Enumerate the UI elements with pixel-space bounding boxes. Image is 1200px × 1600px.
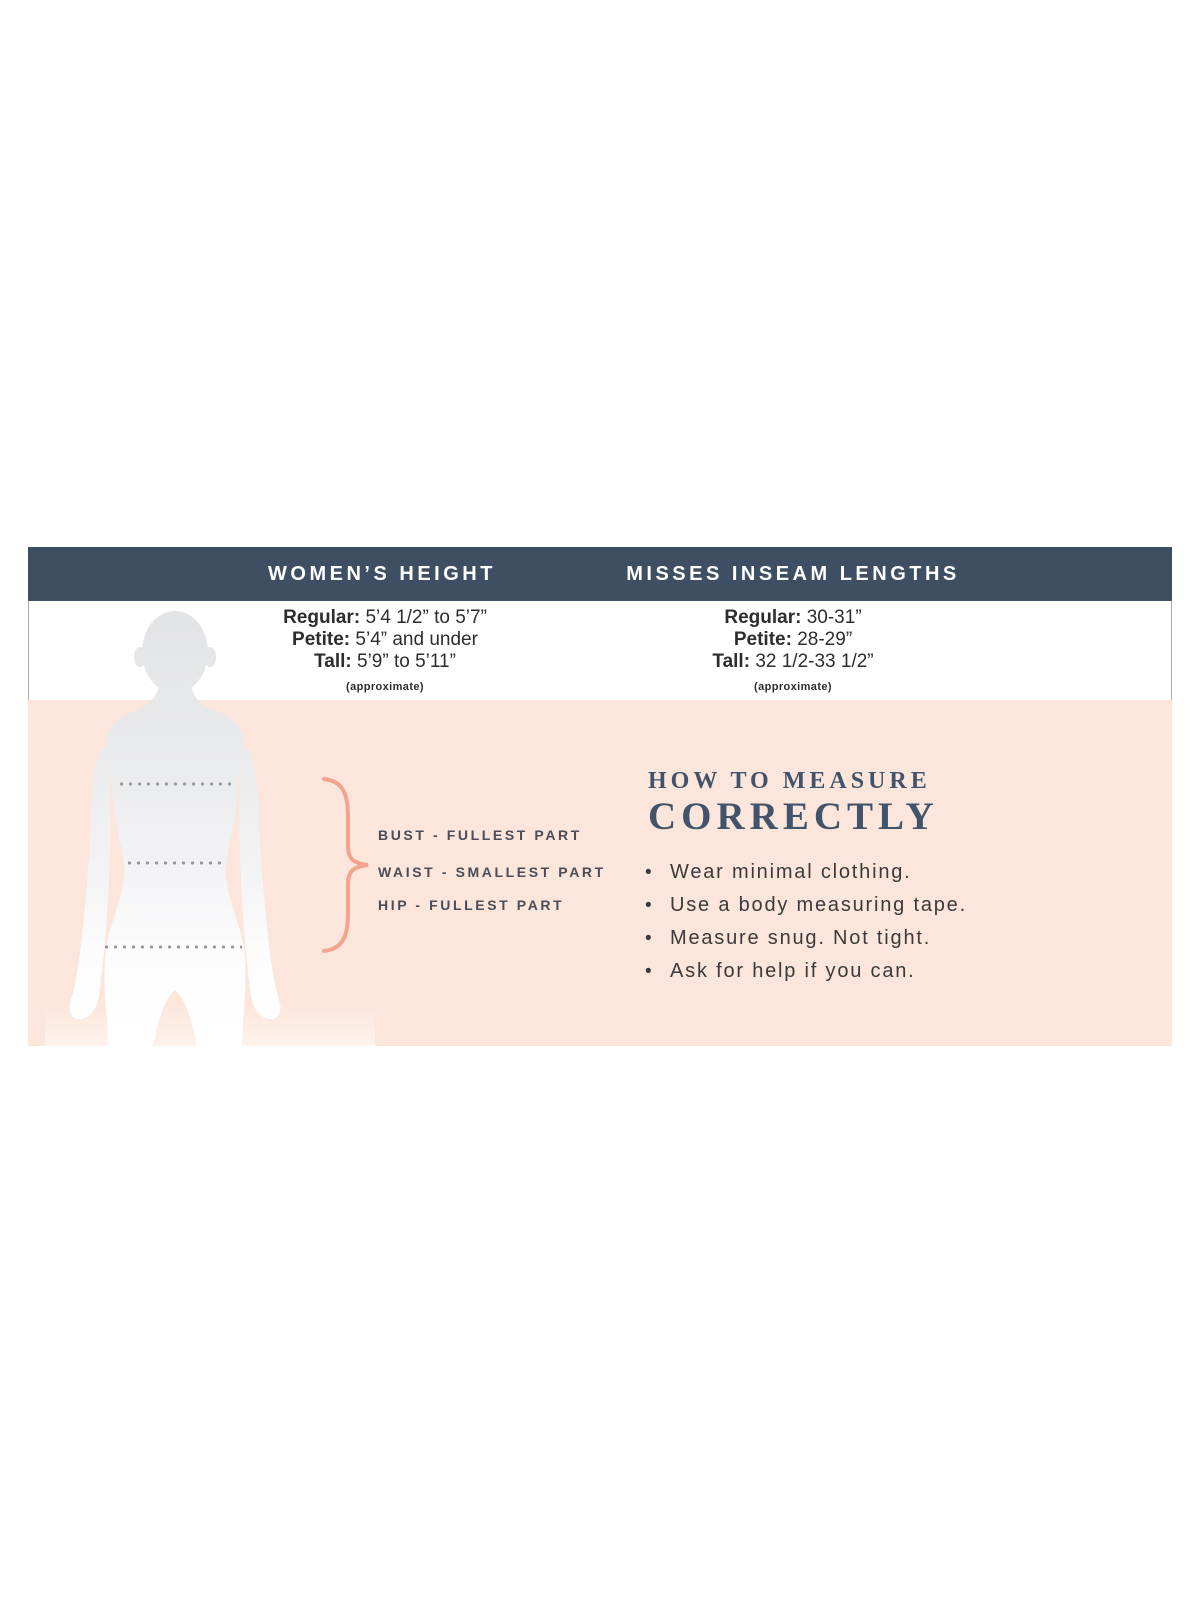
- height-petite-label: Petite:: [292, 629, 351, 650]
- waist-dotted-line: [125, 861, 223, 865]
- misses-inseam-info: [573, 607, 1013, 698]
- inseam-row-tall: [573, 651, 1013, 673]
- bust-dotted-line: [117, 782, 231, 786]
- height-tall-label: Tall:: [314, 651, 352, 672]
- inseam-petite-label: Petite:: [733, 629, 792, 650]
- height-tall-value: 5’9” to 5’11”: [357, 651, 456, 672]
- tip-text: Measure snug. Not tight.: [670, 927, 932, 949]
- height-regular-value: 5’4 1/2” to 5’7”: [365, 607, 487, 628]
- bullet-icon: •: [645, 862, 654, 883]
- tip-item: [645, 862, 967, 883]
- womens-height-title: WOMEN’S HEIGHT: [268, 563, 496, 585]
- hip-dotted-line: [102, 945, 242, 949]
- tip-text: Wear minimal clothing.: [670, 861, 912, 883]
- inseam-tall-label: Tall:: [712, 651, 751, 672]
- heading-line-2: CORRECTLY: [648, 795, 939, 838]
- tip-text: Ask for help if you can.: [670, 960, 916, 982]
- misses-inseam-title: MISSES INSEAM LENGTHS: [626, 563, 960, 585]
- inseam-approximate-note: (approximate): [754, 681, 832, 693]
- body-silhouette-figure: [50, 600, 310, 1046]
- inseam-row-petite: [573, 629, 1013, 651]
- waist-label: WAIST - SMALLEST PART: [378, 864, 606, 880]
- measuring-tips-list: [645, 862, 967, 994]
- inseam-regular-value: 30-31”: [806, 607, 862, 628]
- height-petite-value: 5’4” and under: [355, 629, 478, 650]
- inseam-regular-label: Regular:: [724, 607, 802, 628]
- bullet-icon: •: [645, 928, 654, 949]
- hip-label: HIP - FULLEST PART: [378, 897, 565, 913]
- inseam-row-regular: [573, 607, 1013, 629]
- bust-label: BUST - FULLEST PART: [378, 827, 582, 843]
- tip-item: [645, 961, 967, 982]
- tip-text: Use a body measuring tape.: [670, 894, 967, 916]
- heading-line-1: HOW TO MEASURE: [648, 768, 931, 794]
- inseam-tall-value: 32 1/2-33 1/2”: [755, 651, 874, 672]
- height-regular-label: Regular:: [283, 607, 361, 628]
- inseam-petite-value: 28-29”: [797, 629, 853, 650]
- brace-icon: [318, 774, 376, 956]
- tip-item: [645, 928, 967, 949]
- height-approximate-note: (approximate): [346, 681, 424, 693]
- bullet-icon: •: [645, 895, 654, 916]
- tip-item: [645, 895, 967, 916]
- bullet-icon: •: [645, 961, 654, 982]
- how-to-measure-heading: [648, 766, 939, 838]
